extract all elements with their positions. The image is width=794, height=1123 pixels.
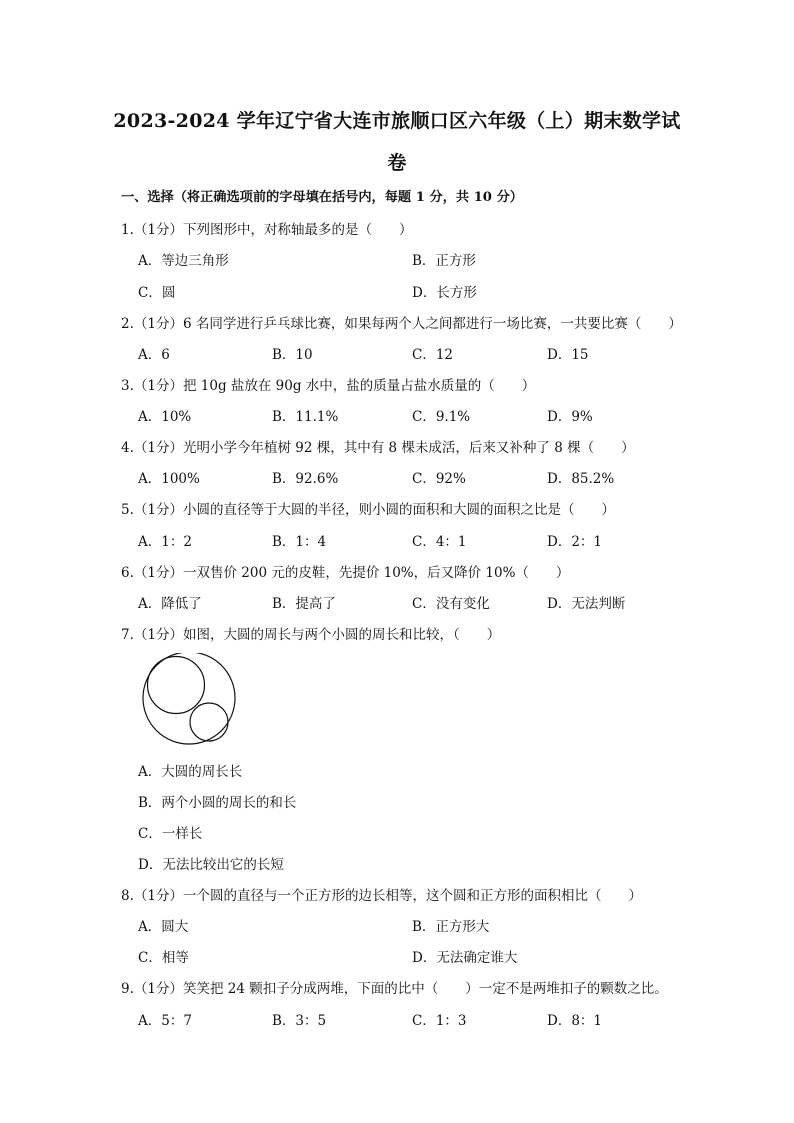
q4-option-d: D．85.2% (547, 471, 615, 487)
q3-option-d: D．9% (547, 409, 593, 425)
q5-option-c: C．4：1 (412, 534, 467, 550)
q6-option-d: D．无法判断 (547, 596, 626, 612)
question-5: 5.（1分）小圆的直径等于大圆的半径，则小圆的面积和大圆的面积之比是（ ） (121, 502, 615, 518)
q7-option-b: B．两个小圆的周长的和长 (138, 795, 297, 811)
q4-option-c: C．92% (412, 471, 466, 487)
q8-option-b: B．正方形大 (412, 919, 490, 935)
q1-option-a: A．等边三角形 (138, 253, 229, 269)
large-circle (143, 653, 235, 744)
q8-option-d: D．无法确定谁大 (412, 950, 518, 966)
circles-figure (139, 653, 241, 745)
q1-option-b: B．正方形 (412, 253, 476, 269)
question-3: 3.（1分）把 10g 盐放在 90g 水中，盐的质量占盐水质量的（ ） (121, 378, 536, 394)
q5-option-b: B．1：4 (272, 534, 327, 550)
q3-option-c: C．9.1% (412, 409, 471, 425)
q9-option-c: C．1：3 (412, 1013, 467, 1029)
q3-option-a: A．10% (138, 409, 192, 425)
q2-option-c: C．12 (412, 347, 454, 363)
question-2: 2.（1分）6 名同学进行乒乓球比赛，如果每两个人之间都进行一场比赛，一共要比赛（ ） (121, 316, 682, 332)
q6-option-a: A．降低了 (138, 596, 202, 612)
q1-option-d: D．长方形 (412, 285, 477, 301)
q7-option-c: C．一样长 (138, 826, 203, 842)
q6-option-b: B．提高了 (272, 596, 336, 612)
page-title-continued: 卷 (387, 152, 407, 174)
q5-option-a: A．1：2 (138, 534, 192, 550)
q2-option-a: A．6 (138, 347, 170, 363)
q9-option-a: A．5：7 (138, 1013, 192, 1029)
page-title: 2023-2024 学年辽宁省大连市旅顺口区六年级（上）期末数学试 (113, 110, 681, 132)
question-1: 1.（1分）下列图形中，对称轴最多的是（ ） (121, 222, 413, 238)
question-7: 7.（1分）如图，大圆的周长与两个小圆的周长和比较，（ ） (121, 627, 501, 643)
q6-option-c: C．没有变化 (412, 596, 490, 612)
q7-option-a: A．大圆的周长长 (138, 764, 243, 780)
question-9: 9.（1分）笑笑把 24 颗扣子分成两堆，下面的比中（ ）一定不是两堆扣子的颗数之比。 (121, 981, 668, 997)
q8-option-c: C．相等 (138, 950, 189, 966)
section-heading: 一、选择（将正确选项前的字母填在括号内，每题 1 分，共 10 分） (121, 190, 523, 205)
q2-option-b: B．10 (272, 347, 313, 363)
q2-option-d: D．15 (547, 347, 589, 363)
q1-option-c: C．圆 (138, 285, 176, 301)
question-6: 6.（1分）一双售价 200 元的皮鞋，先提价 10%，后又降价 10%（ ） (121, 565, 570, 581)
small-circle (190, 703, 228, 741)
q9-option-d: D．8：1 (547, 1013, 603, 1029)
q9-option-b: B．3：5 (272, 1013, 327, 1029)
medium-circle (148, 657, 205, 714)
q5-option-d: D．2：1 (547, 534, 603, 550)
q8-option-a: A．圆大 (138, 919, 189, 935)
q7-option-d: D．无法比较出它的长短 (138, 857, 284, 873)
question-4: 4.（1分）光明小学今年植树 92 棵，其中有 8 棵未成活，后来又补种了 8 棵（ ） (121, 440, 635, 456)
question-8: 8.（1分）一个圆的直径与一个正方形的边长相等，这个圆和正方形的面积相比（ ） (121, 888, 642, 904)
q3-option-b: B．11.1% (272, 409, 339, 425)
q4-option-b: B．92.6% (272, 471, 339, 487)
q4-option-a: A．100% (138, 471, 200, 487)
